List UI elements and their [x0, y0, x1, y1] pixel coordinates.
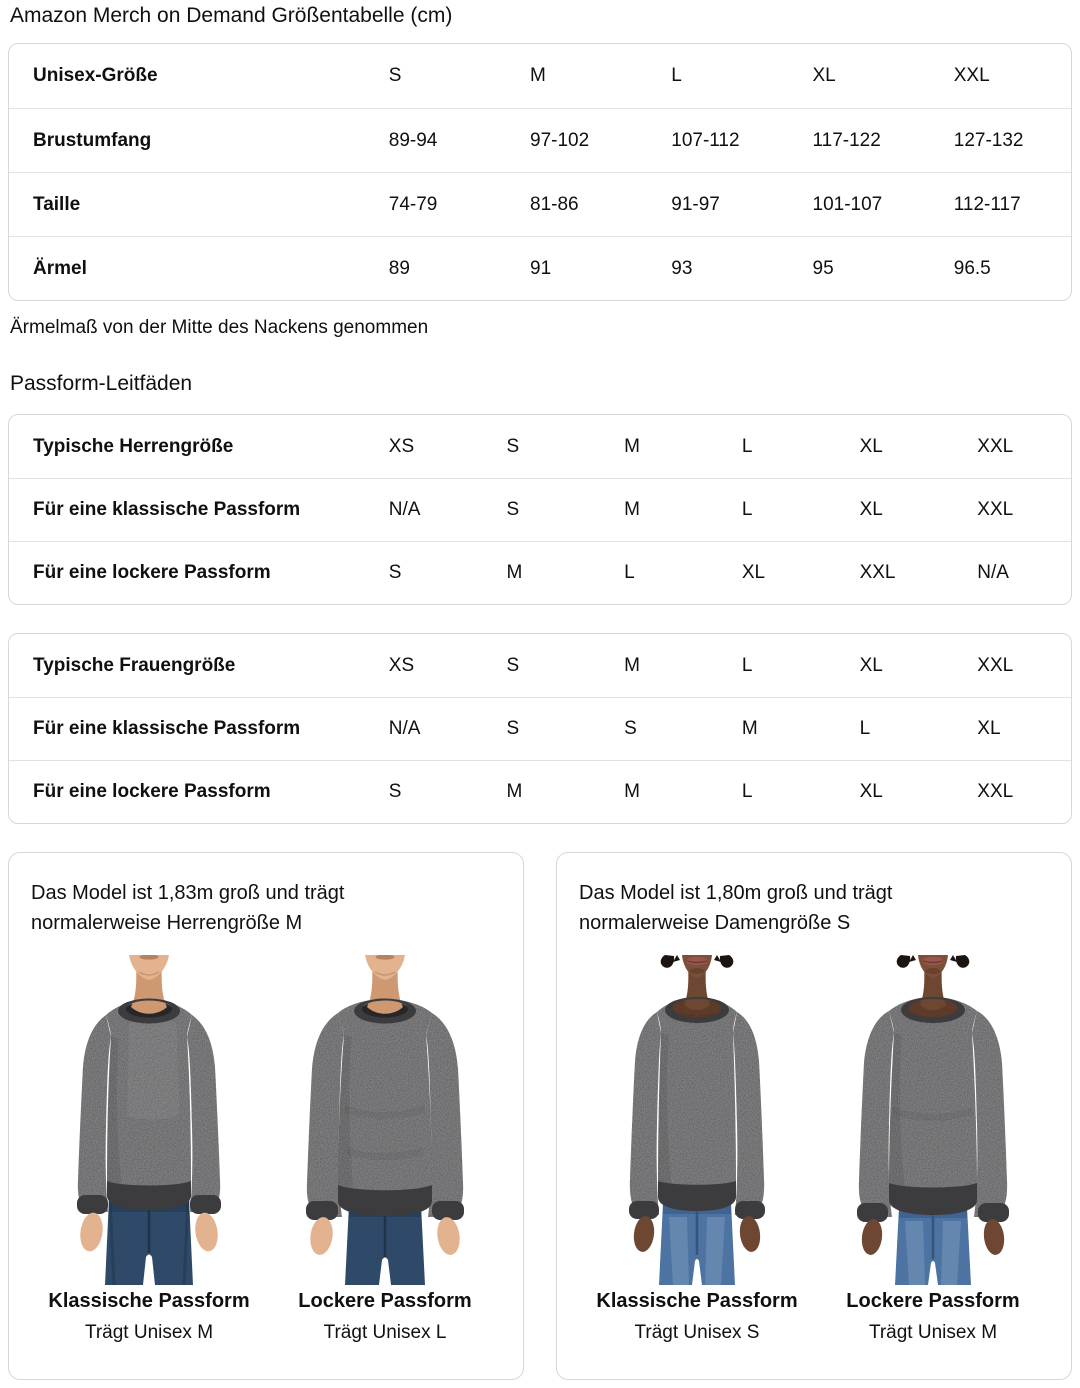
table-row	[9, 44, 1071, 108]
size-cell: S	[506, 499, 520, 520]
size-cell: M	[506, 781, 523, 802]
row-label: Für eine klassische Passform	[33, 499, 301, 520]
size-cell: XS	[388, 654, 415, 676]
size-cell: XXL	[859, 562, 896, 583]
size-cell: M	[741, 718, 758, 739]
table-row	[9, 415, 1071, 478]
size-label: Trägt Unisex S	[634, 1322, 760, 1343]
female-classic-fit-photo	[587, 955, 807, 1285]
size-cell: N/A	[388, 499, 421, 520]
size-cell: M	[530, 65, 546, 86]
table-footnote: Ärmelmaß von der Mitte des Nackens genommen	[10, 317, 429, 338]
model-card-men	[8, 852, 524, 1380]
size-cell: XL	[977, 718, 1001, 739]
size-cell: S	[388, 781, 402, 802]
size-cell: XXL	[977, 499, 1014, 520]
fit-table-men	[8, 414, 1072, 605]
table-row	[9, 108, 1071, 172]
size-cell: XXL	[953, 65, 990, 86]
size-cell: N/A	[388, 718, 421, 739]
model-photos	[31, 955, 503, 1344]
size-cell: 112-117	[953, 193, 1021, 215]
jeans	[345, 1205, 425, 1285]
size-cell: 117-122	[812, 129, 881, 151]
model-card-women	[556, 852, 1072, 1380]
size-label: Trägt Unisex L	[323, 1322, 447, 1343]
size-cell: L	[741, 654, 753, 676]
row-label: Für eine lockere Passform	[33, 562, 271, 583]
size-cell: XL	[859, 435, 883, 457]
size-cell: XL	[859, 654, 883, 676]
table-row	[9, 541, 1071, 604]
sweatshirt	[857, 997, 1009, 1222]
table-row	[9, 478, 1071, 541]
size-cell: 96.5	[953, 257, 991, 279]
size-cell: 107-112	[671, 129, 740, 151]
row-label: Brustumfang	[33, 129, 152, 151]
card-description: Das Model ist 1,83m groß und trägt normalerweise Herrengröße M	[31, 882, 345, 934]
row-label: Typische Frauengröße	[33, 654, 236, 676]
row-label: Typische Herrengröße	[33, 435, 234, 457]
size-cell: 89-94	[388, 129, 438, 151]
size-cell: XL	[859, 499, 883, 520]
table-row	[9, 172, 1071, 236]
size-cell: 97-102	[530, 129, 590, 151]
photo-block	[35, 955, 263, 1344]
size-cell: M	[624, 499, 640, 520]
photo-block	[819, 955, 1047, 1344]
size-cell: 89	[388, 257, 410, 279]
table-row	[9, 236, 1071, 300]
size-cell: M	[506, 562, 523, 583]
row-label: Unisex-Größe	[33, 65, 158, 86]
photo-block	[583, 955, 811, 1344]
size-cell: M	[624, 435, 640, 457]
size-cell: S	[388, 65, 402, 86]
jeans	[895, 1207, 971, 1285]
sweatshirt	[77, 1000, 221, 1214]
row-label: Taille	[33, 193, 81, 215]
size-cell: L	[859, 718, 871, 739]
size-label: Trägt Unisex M	[868, 1322, 998, 1343]
size-cell: S	[388, 562, 402, 583]
size-label: Trägt Unisex M	[84, 1322, 214, 1343]
size-table	[8, 43, 1072, 301]
size-cell: 74-79	[388, 193, 438, 215]
male-classic-fit-photo	[39, 955, 259, 1285]
page-title: Amazon Merch on Demand Größentabelle (cm)	[10, 4, 453, 27]
row-label: Für eine lockere Passform	[33, 781, 271, 802]
size-cell: S	[506, 718, 520, 739]
size-cell: S	[624, 718, 637, 739]
size-cell: N/A	[977, 562, 1009, 583]
size-cell: XXL	[977, 435, 1014, 457]
size-cell: XS	[388, 435, 415, 457]
male-loose-fit-photo	[275, 955, 495, 1285]
section-heading: Passform-Leitfäden	[10, 372, 193, 395]
fit-label: Klassische Passform	[48, 1290, 250, 1312]
model-cards	[8, 852, 1072, 1380]
size-cell: M	[624, 781, 640, 802]
fit-label: Klassische Passform	[596, 1290, 798, 1312]
size-cell: 101-107	[812, 193, 883, 215]
size-cell: 127-132	[953, 129, 1024, 151]
size-cell: 81-86	[530, 193, 579, 215]
size-cell: XL	[859, 781, 883, 802]
size-cell: XL	[741, 562, 766, 583]
jeans	[659, 1203, 735, 1285]
jeans	[105, 1199, 193, 1285]
size-cell: XXL	[977, 781, 1014, 802]
model-photos	[579, 955, 1051, 1344]
size-cell: M	[624, 654, 640, 676]
size-cell: L	[741, 781, 753, 802]
fit-label: Lockere Passform	[298, 1290, 472, 1312]
size-cell: 93	[671, 257, 693, 279]
photo-block	[271, 955, 499, 1344]
size-cell: L	[671, 65, 682, 86]
size-cell: XXL	[977, 654, 1014, 676]
fit-label: Lockere Passform	[846, 1290, 1020, 1312]
card-description: Das Model ist 1,80m groß und trägt normalerweise Damengröße S	[579, 882, 893, 934]
size-cell: S	[506, 654, 520, 676]
size-cell: S	[506, 435, 520, 457]
size-cell: L	[741, 499, 753, 520]
size-cell: 91	[530, 257, 552, 279]
table-row	[9, 760, 1071, 823]
fit-table-women	[8, 633, 1072, 824]
row-label: Für eine klassische Passform	[33, 718, 301, 739]
size-cell: 95	[812, 257, 834, 279]
table-row	[9, 634, 1071, 697]
size-cell: L	[624, 562, 635, 583]
size-cell: XL	[812, 65, 836, 86]
table-row	[9, 697, 1071, 760]
sweatshirt	[629, 997, 765, 1219]
size-cell: L	[741, 435, 753, 457]
size-cell: 91-97	[671, 193, 720, 215]
sweatshirt	[306, 999, 464, 1220]
female-loose-fit-photo	[823, 955, 1043, 1285]
row-label: Ärmel	[33, 257, 87, 279]
